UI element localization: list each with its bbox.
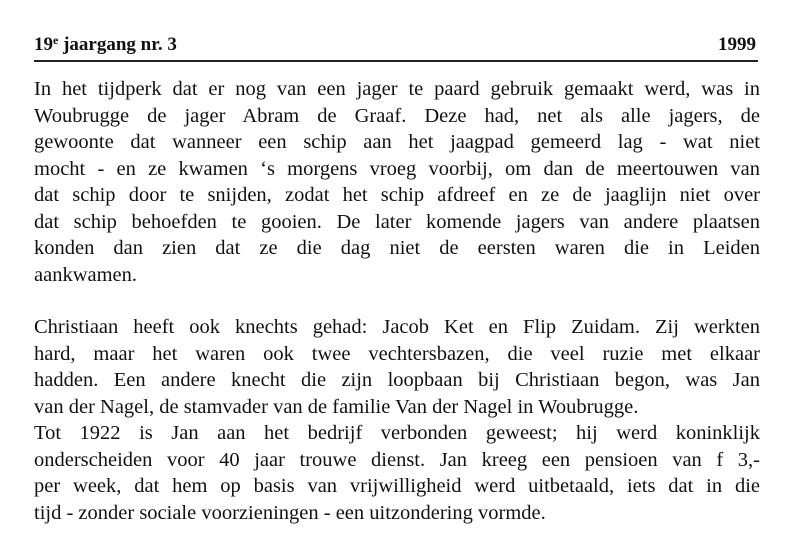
text-line: onderscheiden voor 40 jaar trouwe dienst. Jan kreeg een pensioen van f 3,- bbox=[34, 448, 760, 471]
header-rule bbox=[34, 60, 758, 62]
paragraph-3-end bbox=[34, 500, 760, 527]
text-line: per week, dat hem op basis van vrijwilligheid werd uitbetaald, iets dat in die bbox=[34, 475, 760, 497]
paragraph-2 bbox=[34, 314, 760, 394]
text-line: hard, maar het waren ook twee vechtersbazen, die veel ruzie met elkaar bbox=[34, 342, 760, 365]
text-line: aankwamen. bbox=[34, 263, 138, 286]
article-body bbox=[34, 76, 760, 526]
paragraph-1 bbox=[34, 76, 760, 262]
text-line: Woubrugge de jager Abram de Graaf. Deze had, net als alle jagers, de bbox=[34, 104, 760, 127]
text-line: mocht - en ze kwamen ‘s morgens vroeg voorbij, om dan de meertouwen van bbox=[34, 157, 760, 180]
volume-label: 19e jaargang nr. 3 bbox=[34, 33, 177, 55]
text-line: gewoonte dat wanneer een schip aan het jaagpad gemeerd lag - wat niet bbox=[34, 131, 760, 153]
text-line: Christiaan heeft ook knechts gehad: Jacob Ket en Flip Zuidam. Zij werkten bbox=[34, 316, 760, 338]
text-line: dat schip door te snijden, zodat het schip afdreef en ze de jaaglijn niet over bbox=[34, 184, 760, 206]
text-line: Tot 1922 is Jan aan het bedrijf verbonden geweest; hij werd koninklijk bbox=[34, 422, 760, 444]
text-line: van der Nagel, de stamvader van de familie Van der Nagel in Woubrugge. bbox=[34, 395, 639, 418]
text-line: tijd - zonder sociale voorzieningen - een uitzondering vormde. bbox=[34, 501, 546, 524]
text-line: dat schip behoefden te gooien. De later komende jagers van andere plaatsen bbox=[34, 210, 760, 233]
paragraph-3 bbox=[34, 420, 760, 500]
paragraph-1-end bbox=[34, 262, 760, 289]
text-line: In het tijdperk dat er nog van een jager te paard gebruik gemaakt werd, was in bbox=[34, 78, 760, 100]
text-line: hadden. Een andere knecht die zijn loopbaan bij Christiaan begon, was Jan bbox=[34, 369, 760, 391]
paragraph-gap bbox=[34, 288, 760, 314]
paragraph-2-end bbox=[34, 394, 760, 421]
text-line: konden dan zien dat ze die dag niet de eersten waren die in Leiden bbox=[34, 237, 760, 259]
year-label: 1999 bbox=[718, 34, 756, 55]
page-header bbox=[34, 33, 756, 57]
